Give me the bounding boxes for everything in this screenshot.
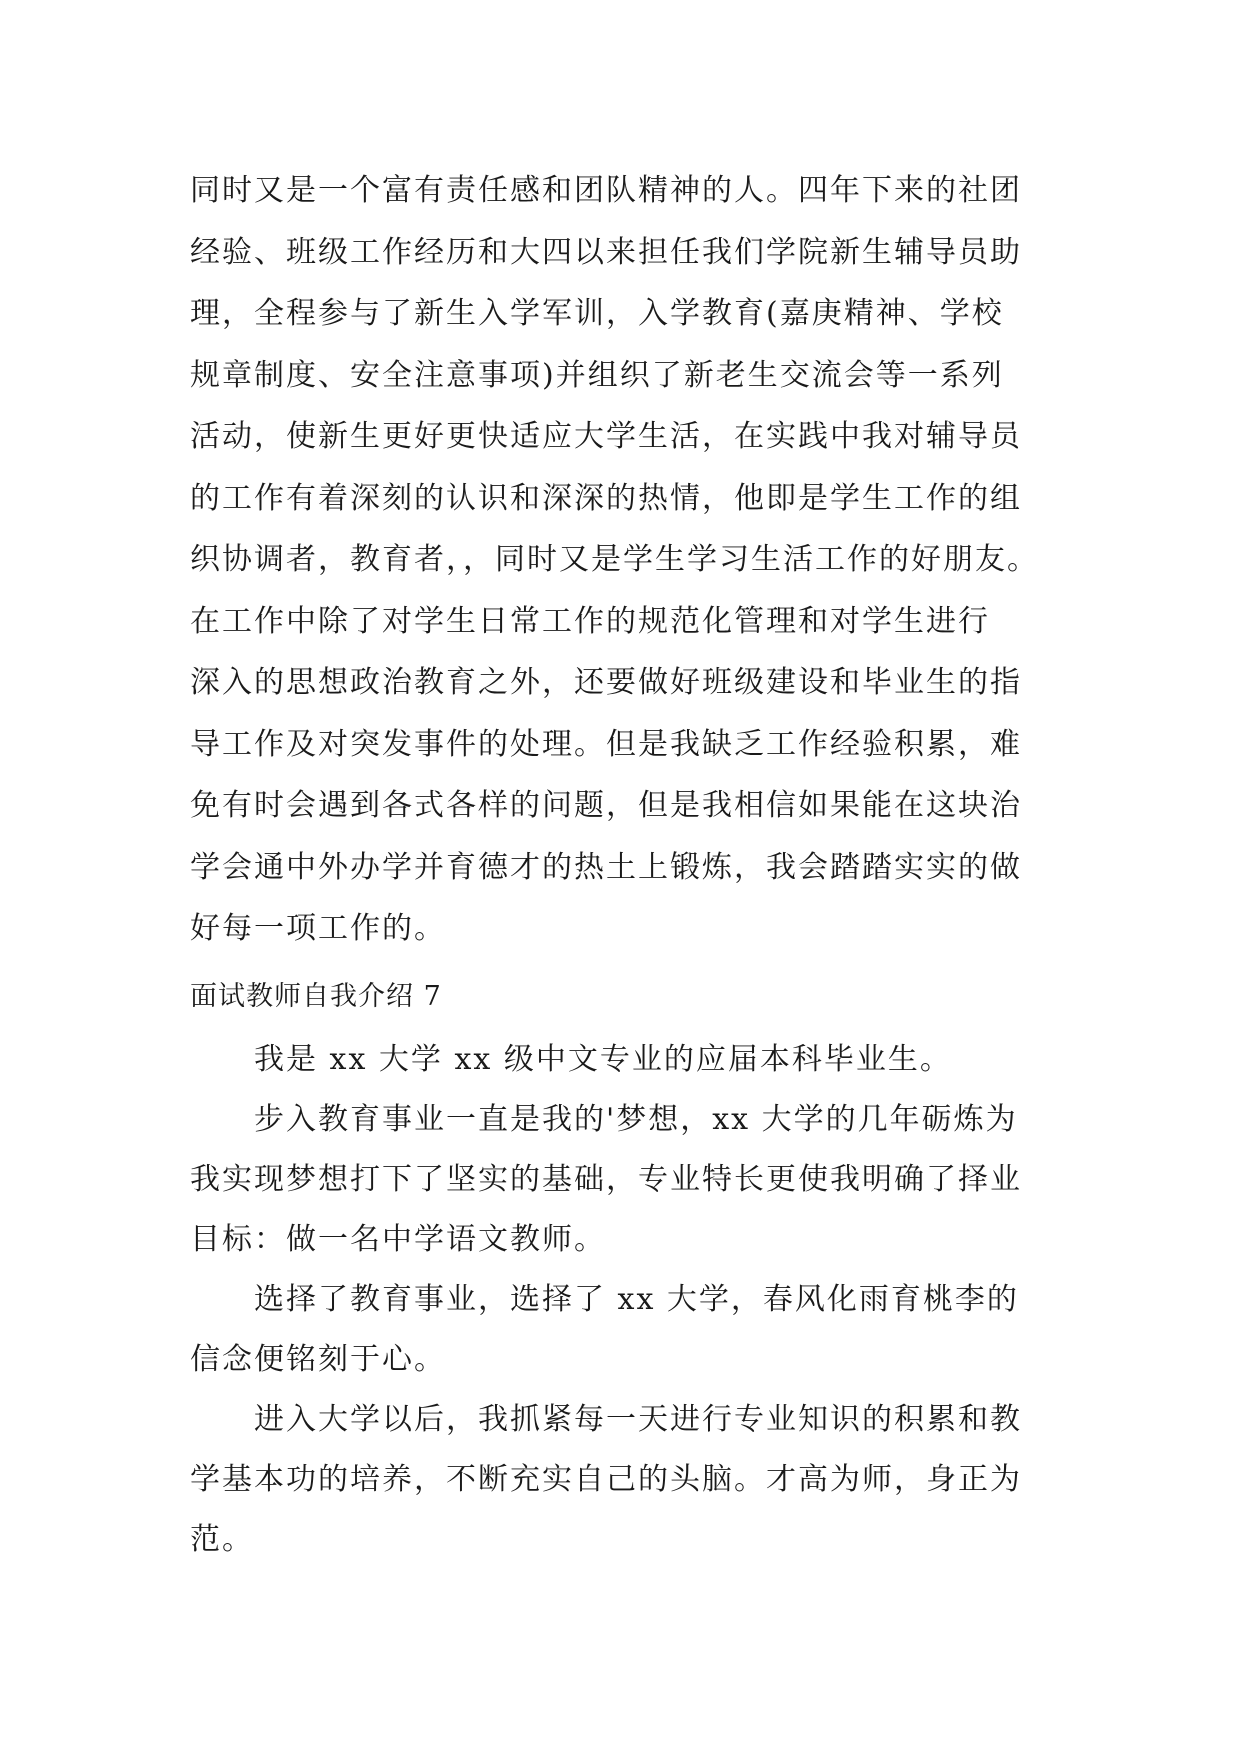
section-heading: 面试教师自我介绍 7 bbox=[190, 981, 442, 1012]
section-body bbox=[190, 1030, 1070, 1570]
text-line: 导工作及对突发事件的处理。但是我缺乏工作经验积累，难 bbox=[190, 726, 1022, 762]
text-line: 活动，使新生更好更快适应大学生活，在实践中我对辅导员 bbox=[190, 419, 1022, 454]
text-line: 步入教育事业一直是我的'梦想，xx 大学的几年砺炼为 bbox=[254, 1102, 1018, 1137]
text-line: 理，全程参与了新生入学军训，入学教育(嘉庚精神、学校 bbox=[190, 296, 1004, 331]
text-line: 学会通中外办学并育德才的热土上锻炼，我会踏踏实实的做 bbox=[190, 849, 1022, 885]
text-line: 进入大学以后，我抓紧每一天进行专业知识的积累和教 bbox=[254, 1402, 1022, 1437]
text-line: 范。 bbox=[190, 1522, 254, 1557]
text-line: 深入的思想政治教育之外，还要做好班级建设和毕业生的指 bbox=[190, 665, 1022, 700]
text-line: 规章制度、安全注意事项)并组织了新老生交流会等一系列 bbox=[190, 357, 1004, 393]
text-line: 好每一项工作的。 bbox=[190, 911, 446, 946]
text-line: 信念便铭刻于心。 bbox=[190, 1342, 446, 1377]
text-line: 我实现梦想打下了坚实的基础，专业特长更使我明确了择业 bbox=[190, 1162, 1022, 1197]
text-line: 选择了教育事业，选择了 xx 大学，春风化雨育桃李的 bbox=[254, 1282, 1019, 1317]
text-line: 免有时会遇到各式各样的问题，但是我相信如果能在这块治 bbox=[190, 788, 1022, 823]
text-line: 的工作有着深刻的认识和深深的热情，他即是学生工作的组 bbox=[190, 480, 1022, 516]
text-line: 在工作中除了对学生日常工作的规范化管理和对学生进行 bbox=[190, 603, 990, 639]
text-line: 同时又是一个富有责任感和团队精神的人。四年下来的社团 bbox=[190, 173, 1022, 208]
continuation-paragraph bbox=[190, 160, 1070, 960]
text-line: 目标：做一名中学语文教师。 bbox=[190, 1222, 606, 1257]
text-line: 我是 xx 大学 xx 级中文专业的应届本科毕业生。 bbox=[254, 1042, 952, 1077]
text-line: 学基本功的培养，不断充实自己的头脑。才高为师，身正为 bbox=[190, 1462, 1022, 1497]
text-line: 织协调者，教育者，，同时又是学生学习生活工作的好朋友。 bbox=[190, 542, 1039, 577]
text-line: 经验、班级工作经历和大四以来担任我们学院新生辅导员助 bbox=[190, 234, 1022, 270]
